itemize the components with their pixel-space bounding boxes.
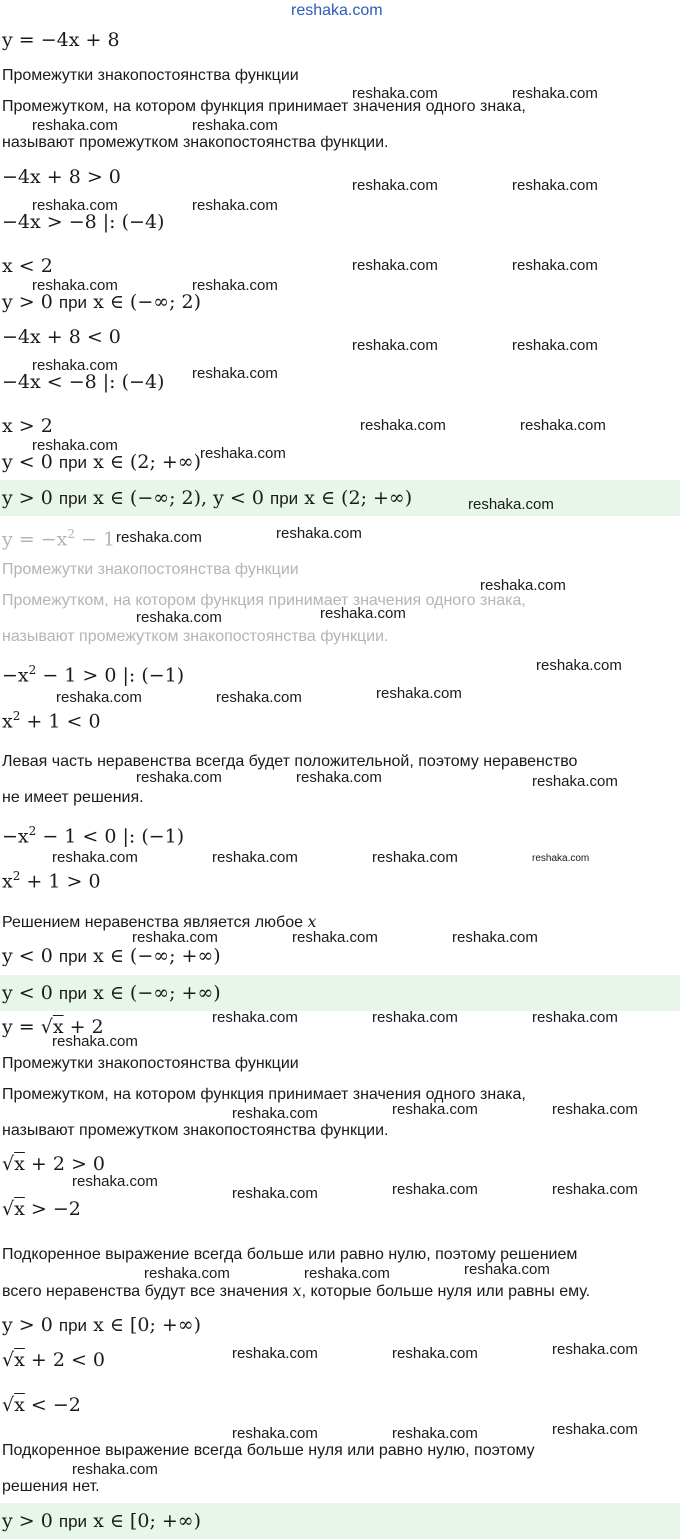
watermark: reshaka.com (480, 577, 566, 594)
watermark: reshaka.com (212, 1009, 298, 1026)
definition-text: Промежутком, на котором функция принимает значения одного знака, (2, 98, 526, 115)
watermark: reshaka.com (296, 769, 382, 786)
watermark: reshaka.com (352, 257, 438, 274)
definition-text: Промежутком, на котором функция принимает значения одного знака, (2, 1086, 526, 1103)
watermark: reshaka.com (52, 1033, 138, 1050)
interval-result: y < 0 при x ∈ (−∞; +∞) (2, 945, 221, 967)
watermark: reshaka.com (468, 496, 554, 513)
watermark: reshaka.com (512, 257, 598, 274)
watermark: reshaka.com (392, 1345, 478, 1362)
watermark: reshaka.com (532, 853, 590, 864)
watermark: reshaka.com (520, 417, 606, 434)
watermark: reshaka.com (376, 685, 462, 702)
watermark: reshaka.com (392, 1425, 478, 1442)
explanation-text: Решением неравенства является любое x (2, 912, 317, 931)
watermark: reshaka.com (352, 177, 438, 194)
definition-text: называют промежутком знакопостоянства функции. (2, 628, 389, 645)
equation: y = −4x + 8 (2, 29, 120, 51)
watermark: reshaka.com (532, 1009, 618, 1026)
explanation-text: не имеет решения. (2, 789, 144, 806)
watermark: reshaka.com (72, 1173, 158, 1190)
watermark: reshaka.com (552, 1101, 638, 1118)
inequality-step: x > 2 (2, 415, 53, 437)
watermark: reshaka.com (352, 85, 438, 102)
watermark: reshaka.com (136, 769, 222, 786)
watermark: reshaka.com (136, 609, 222, 626)
inequality-step: √x + 2 > 0 (2, 1153, 106, 1175)
watermark: reshaka.com (32, 437, 118, 454)
watermark: reshaka.com (232, 1185, 318, 1202)
watermark: reshaka.com (464, 1261, 550, 1278)
watermark: reshaka.com (532, 773, 618, 790)
explanation-text: решения нет. (2, 1478, 100, 1495)
explanation-text: всего неравенства будут все значения x, которые больше нуля или равны ему. (2, 1281, 591, 1300)
watermark: reshaka.com (372, 1009, 458, 1026)
watermark: reshaka.com (32, 357, 118, 374)
watermark: reshaka.com (232, 1345, 318, 1362)
inequality-step: √x > −2 (2, 1198, 81, 1220)
explanation-text: Подкоренное выражение всегда больше или равно нулю, поэтому решением (2, 1246, 578, 1263)
watermark: reshaka.com (232, 1105, 318, 1122)
watermark: reshaka.com (52, 849, 138, 866)
watermark: reshaka.com (232, 1425, 318, 1442)
explanation-text: Подкоренное выражение всегда больше нуля или равно нулю, поэтому (2, 1442, 535, 1459)
section-heading: Промежутки знакопостоянства функции (2, 1055, 299, 1072)
definition-text: называют промежутком знакопостоянства функции. (2, 1122, 389, 1139)
watermark: reshaka.com (552, 1341, 638, 1358)
watermark: reshaka.com (452, 929, 538, 946)
watermark: reshaka.com (32, 117, 118, 134)
watermark: reshaka.com (360, 417, 446, 434)
watermark: reshaka.com (512, 337, 598, 354)
watermark: reshaka.com (392, 1181, 478, 1198)
watermark: reshaka.com (276, 525, 362, 542)
watermark: reshaka.com (200, 445, 286, 462)
final-answer: y < 0 при x ∈ (−∞; +∞) (2, 982, 221, 1004)
watermark: reshaka.com (144, 1265, 230, 1282)
watermark: reshaka.com (304, 1265, 390, 1282)
interval-result: y < 0 при x ∈ (2; +∞) (2, 451, 202, 473)
inequality-step: √x + 2 < 0 (2, 1349, 106, 1371)
watermark: reshaka.com (216, 689, 302, 706)
watermark: reshaka.com (32, 197, 118, 214)
watermark: reshaka.com (292, 929, 378, 946)
watermark: reshaka.com (192, 277, 278, 294)
section-heading: Промежутки знакопостоянства функции (2, 67, 299, 84)
inequality-step: $x^2 + 1 < 0$ (2, 709, 101, 733)
watermark: reshaka.com (291, 2, 383, 19)
inequality-step: x < 2 (2, 255, 53, 277)
watermark: reshaka.com (512, 85, 598, 102)
watermark: reshaka.com (72, 1461, 158, 1478)
section-heading: Промежутки знакопостоянства функции (2, 561, 299, 578)
watermark: reshaka.com (352, 337, 438, 354)
watermark: reshaka.com (536, 657, 622, 674)
watermark: reshaka.com (192, 365, 278, 382)
inequality-step: $-x^2 - 1 > 0$ |: (−1) (2, 663, 185, 687)
watermark: reshaka.com (32, 277, 118, 294)
definition-text: Промежутком, на котором функция принимает значения одного знака, (2, 592, 526, 609)
inequality-step: √x < −2 (2, 1394, 81, 1416)
inequality-step: $x^2 + 1 > 0$ (2, 869, 101, 893)
watermark: reshaka.com (392, 1101, 478, 1118)
final-answer: y > 0 при x ∈ (−∞; 2), y < 0 при x ∈ (2; +∞) (2, 487, 413, 509)
inequality-step: −4x + 8 > 0 (2, 166, 121, 188)
explanation-text: Левая часть неравенства всегда будет положительной, поэтому неравенство (2, 753, 578, 770)
watermark: reshaka.com (552, 1421, 638, 1438)
watermark: reshaka.com (192, 117, 278, 134)
inequality-step: −4x < −8 |: (−4) (2, 371, 165, 393)
equation: $y = -x^2 - 1$ (2, 527, 116, 551)
interval-result: y > 0 при x ∈ [0; +∞) (2, 1314, 202, 1336)
interval-result: y > 0 при x ∈ (−∞; 2) (2, 291, 202, 313)
inequality-step: −4x > −8 |: (−4) (2, 211, 165, 233)
final-answer: y > 0 при x ∈ [0; +∞) (2, 1510, 202, 1532)
watermark: reshaka.com (320, 605, 406, 622)
watermark: reshaka.com (512, 177, 598, 194)
watermark: reshaka.com (56, 689, 142, 706)
watermark: reshaka.com (192, 197, 278, 214)
watermark: reshaka.com (552, 1181, 638, 1198)
watermark: reshaka.com (116, 529, 202, 546)
equation: y = √x + 2 (2, 1016, 104, 1038)
inequality-step: $-x^2 - 1 < 0$ |: (−1) (2, 824, 185, 848)
watermark: reshaka.com (132, 929, 218, 946)
inequality-step: −4x + 8 < 0 (2, 326, 121, 348)
definition-text: называют промежутком знакопостоянства функции. (2, 134, 389, 151)
watermark: reshaka.com (212, 849, 298, 866)
watermark: reshaka.com (372, 849, 458, 866)
